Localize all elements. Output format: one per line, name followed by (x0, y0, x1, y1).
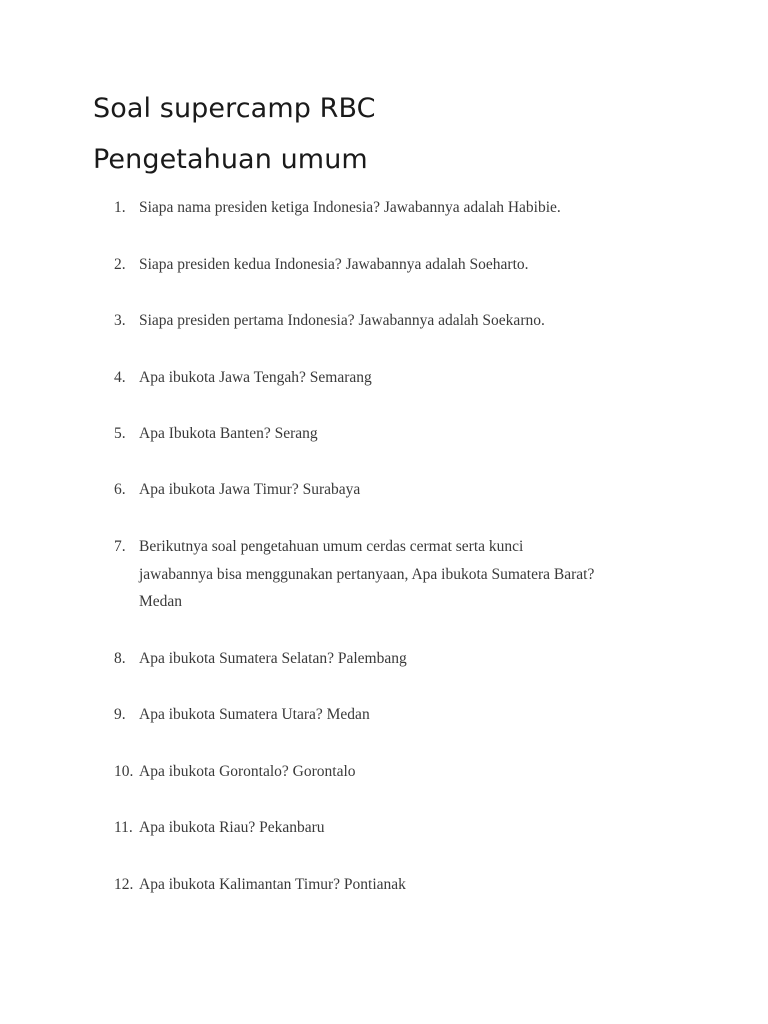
list-item-text: Apa ibukota Riau? Pekanbaru (139, 819, 325, 836)
list-item-text: Apa ibukota Sumatera Utara? Medan (139, 706, 370, 723)
list-item-text: Apa ibukota Sumatera Selatan? Palembang (139, 650, 407, 667)
list-item-text: Siapa nama presiden ketiga Indonesia? Jawabannya adalah Habibie. (139, 199, 561, 216)
list-item-number: 11. (114, 819, 133, 836)
section-heading: Pengetahuan umum (93, 144, 368, 175)
list-item-text: Apa ibukota Jawa Timur? Surabaya (139, 481, 361, 498)
list-item-text: Apa ibukota Jawa Tengah? Semarang (139, 369, 372, 386)
list-item-number: 12. (114, 876, 134, 893)
list-item-number: 3. (114, 312, 126, 329)
list-item-text: Apa Ibukota Banten? Serang (139, 425, 318, 442)
list-item-number: 2. (114, 256, 126, 273)
list-item-number: 8. (114, 650, 126, 667)
list-item-text: Apa ibukota Kalimantan Timur? Pontianak (139, 876, 406, 893)
list-item-text: Apa ibukota Gorontalo? Gorontalo (139, 763, 356, 780)
list-item-number: 6. (114, 481, 126, 498)
list-item-number: 4. (114, 369, 126, 386)
list-item-text: Siapa presiden pertama Indonesia? Jawabannya adalah Soekarno. (139, 312, 545, 329)
list-item-number: 1. (114, 199, 126, 216)
list-item-text-line: jawabannya bisa menggunakan pertanyaan, Apa ibukota Sumatera Barat? (139, 566, 595, 583)
list-item-text-line: Medan (139, 593, 183, 610)
list-item-number: 5. (114, 425, 126, 442)
list-item-text-line: Berikutnya soal pengetahuan umum cerdas cermat serta kunci (139, 538, 524, 555)
document-title: Soal supercamp RBC (93, 93, 376, 124)
list-item-text: Siapa presiden kedua Indonesia? Jawabannya adalah Soeharto. (139, 256, 529, 273)
list-item-number: 7. (114, 538, 126, 555)
list-item-number: 10. (114, 763, 134, 780)
list-item-number: 9. (114, 706, 126, 723)
